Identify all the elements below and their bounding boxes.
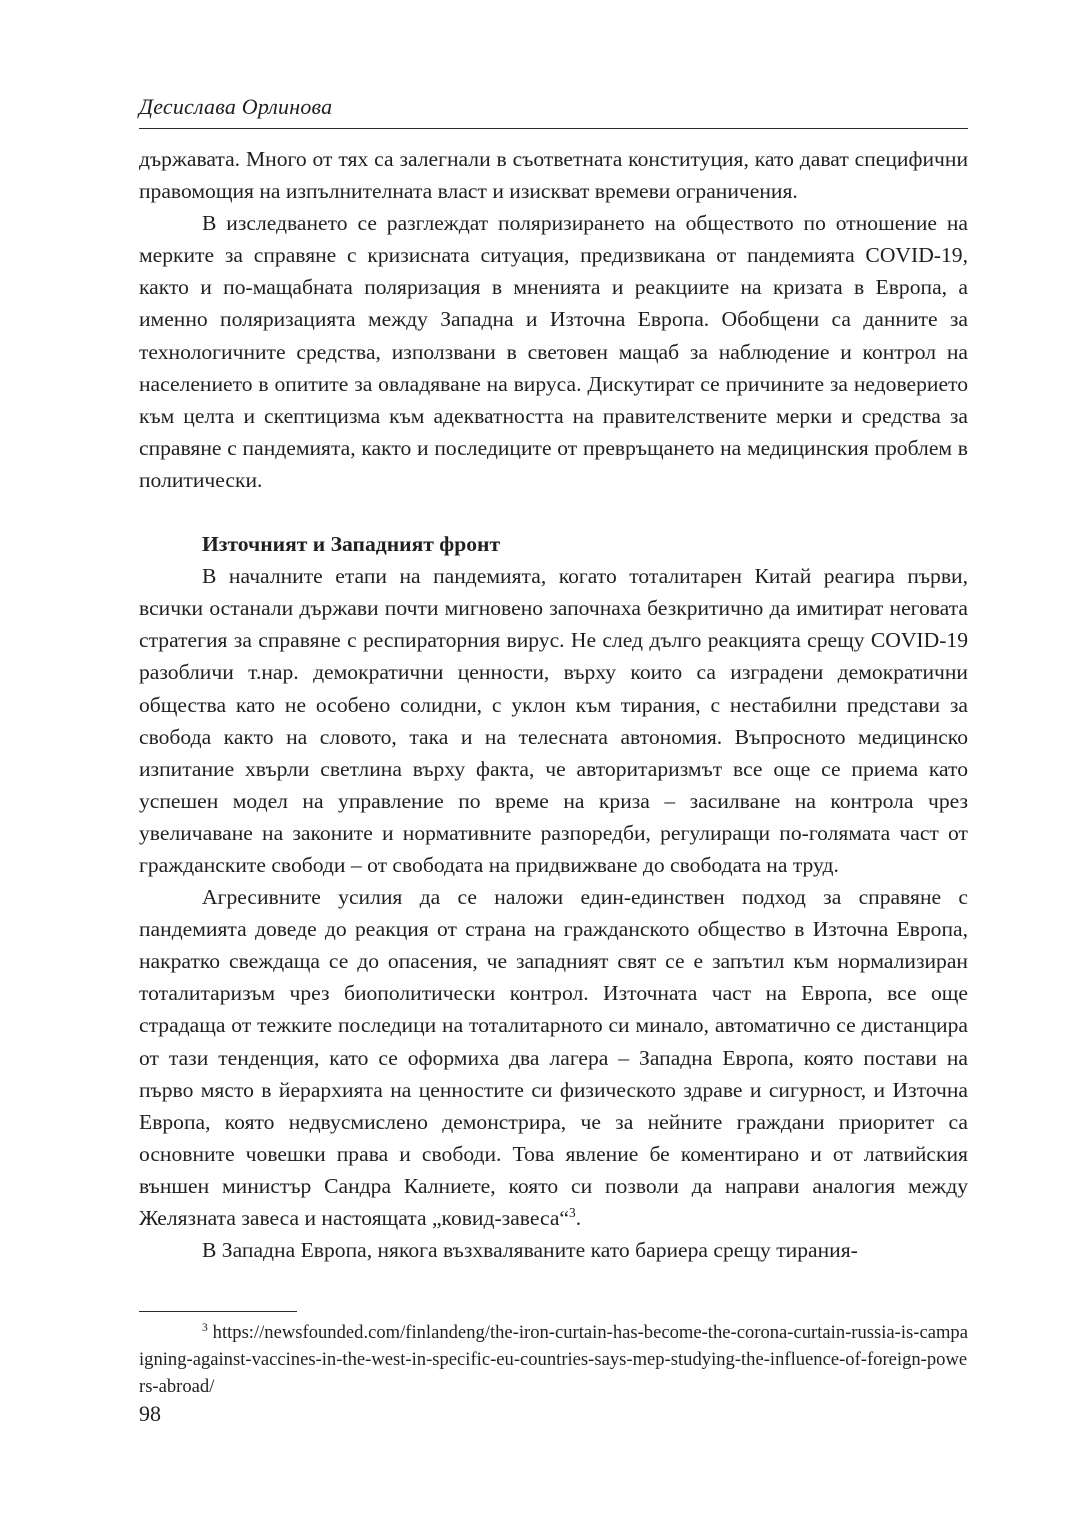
page-number: 98 bbox=[139, 1401, 161, 1426]
paragraph-5: В Западна Европа, някога възхваляваните като бариера срещу тирания- bbox=[202, 1238, 858, 1263]
body-text bbox=[139, 143, 968, 1266]
running-header bbox=[139, 90, 968, 129]
paragraph-4 bbox=[139, 881, 968, 1234]
footnote-url[interactable]: https://newsfounded.com/finlandeng/the-iron-curtain-has-become-the-corona-curtain-russia-is-campaigning-against-vaccines-in-the-west-in-specific-eu-countries-says-mep-studying-the-influence-of-foreign-powers-abroad/ bbox=[139, 1322, 968, 1397]
paragraph-4-end: . bbox=[575, 1206, 582, 1230]
section-title: Източният и Западният фронт bbox=[202, 532, 501, 557]
footnote bbox=[139, 1319, 968, 1400]
footnote-number: 3 bbox=[202, 1321, 208, 1334]
header-author: Десислава Орлинова bbox=[139, 94, 333, 119]
paragraph-4-text: Агресивните усилия да се наложи един-единствен подход за справяне с пандемията доведе до реакция от страна на гражданското общество в Източна Европа, накратко свеждаща се до опасения, че западният свят се е запътил към нормализиран тоталитаризъм чрез биополитически контрол. Източната част на Европа, все още страдаща от тежките последици на тоталитарното си минало, автоматично се дистанцира от тази тенденция, като се оформиха два лагера – Западна Европа, която постави на първо място в йерархията на ценностите си физическото здраве и сигурност, и Източна Европа, която недвусмислено демонстрира, че за нейните граждани приоритет са основните човешки права и свободи. Това явление бе коментирано и от латвийския външен министър Сандра Калниете, която си позволи да направи аналогия между Желязната завеса и настоящата „ковид-завеса“ bbox=[139, 885, 968, 1230]
paragraph-3: В началните етапи на пандемията, когато тоталитарен Китай реагира първи, всички останали държави почти мигновено започнаха безкритично да имитират неговата стратегия за справяне с респираторния вирус. Не след дълго реакцията срещу COVID-19 разобличи т.нар. демократични ценности, върху които са изградени демократични общества като не особено солидни, с уклон към тирания, с нестабилни представи за свобода както на словото, така и на телесната автономия. Въпросното медицинско изпитание хвърли светлина върху факта, че авторитаризмът все още се приема като успешен модел на управление по време на криза – засилване на контрола чрез увеличаване на законите и нормативните разпоредби, регулиращи по-голямата част от гражданските свободи – от свободата на придвижване до свободата на труд. bbox=[139, 564, 968, 877]
paragraph-2: В изследването се разглеждат поляризирането на обществото по отношение на мерките за справяне с кризисната ситуация, предизвикана от пандемията COVID-19, както и по-мащабната поляризация в мненията и реакциите на кризата в Европа, а именно поляризацията между Западна и Източна Европа. Обобщени са данните за технологичните средства, използвани в световен мащаб за наблюдение и контрол на населението в опитите за овладяване на вируса. Дискутират се причините за недоверието към целта и скептицизма към адекватността на правителствените мерки и средства за справяне с пандемията, както и последиците от превръщането на медицинския проблем в политически. bbox=[139, 211, 968, 492]
footnote-divider bbox=[139, 1311, 297, 1312]
footnote-reference[interactable]: 3 bbox=[569, 1204, 576, 1220]
paragraph-1: държавата. Много от тях са залегнали в съответната конституция, като дават специфични правомощия на изпълнителната власт и изискват времеви ограничения. bbox=[139, 147, 968, 204]
